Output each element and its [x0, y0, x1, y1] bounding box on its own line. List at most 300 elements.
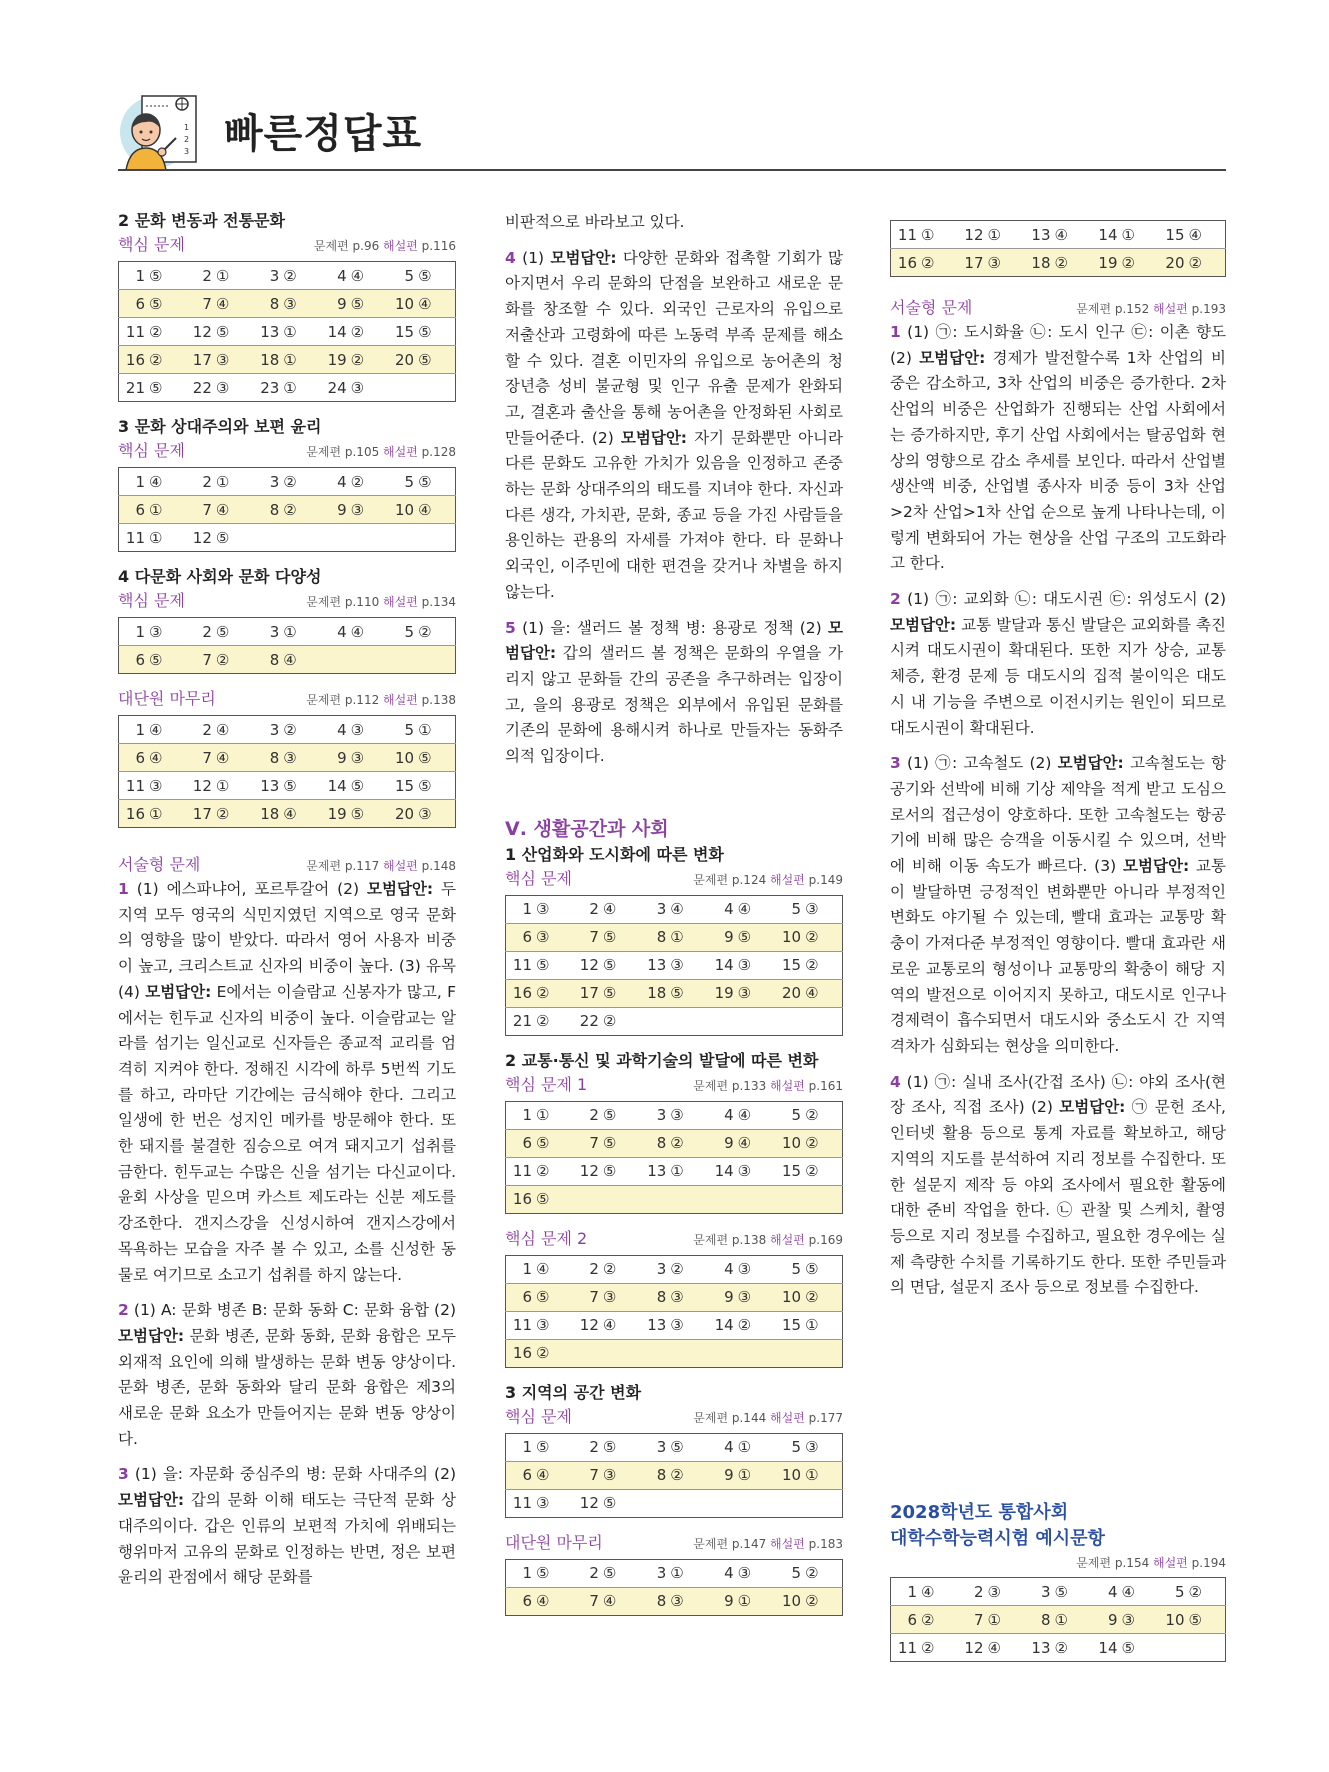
table-row — [506, 923, 843, 951]
answer-cell — [506, 1101, 573, 1129]
answer-cell — [321, 318, 388, 346]
answer-cell — [1092, 1578, 1159, 1606]
question-number: 12 — [579, 1162, 599, 1181]
answer-cell — [775, 951, 842, 979]
answer-value: ③ — [602, 1288, 617, 1307]
question-number: 15 — [394, 322, 415, 341]
answer-value: ③ — [215, 378, 230, 397]
answer-cell — [775, 1559, 842, 1587]
question-number: 2 — [589, 1260, 599, 1279]
answer-cell — [775, 979, 842, 1007]
question-number: 6 — [522, 928, 532, 947]
answer-cell — [186, 646, 253, 674]
answer-cell — [119, 524, 186, 552]
answer-cell — [253, 262, 320, 290]
answer-cell — [640, 1185, 707, 1213]
question-number: 5 — [791, 900, 802, 919]
subsection-header — [890, 297, 1226, 320]
answer-value: ② — [215, 650, 230, 669]
answer-cell — [1025, 221, 1092, 249]
question-number: 4 — [724, 900, 734, 919]
answer-value: ① — [215, 776, 230, 795]
answer-value: ④ — [602, 1316, 617, 1335]
table-row — [119, 646, 456, 674]
question-number: 4 — [724, 1260, 734, 1279]
answer-cell — [321, 290, 388, 318]
answer-value: ② — [215, 804, 230, 823]
answer-value: ② — [737, 1316, 752, 1335]
question-number: 10 — [394, 500, 415, 519]
answer-cell — [506, 895, 573, 923]
answer-cell — [119, 496, 186, 524]
page-reference: 문제편 p.138 해설편 p.169 — [693, 1232, 843, 1247]
answer-value: ⑤ — [215, 622, 230, 641]
answer-cell — [640, 1433, 707, 1461]
answer-value: ② — [670, 1260, 684, 1279]
table-row — [506, 1433, 843, 1461]
answer-cell — [708, 1185, 775, 1213]
answer-cell — [573, 1255, 640, 1283]
answer-value: ④ — [921, 1582, 935, 1601]
answer-cell — [321, 772, 388, 800]
answer-cell — [708, 979, 775, 1007]
answer-value: ⑤ — [602, 984, 617, 1003]
answer-value: ② — [149, 350, 163, 369]
answer-value: ③ — [670, 1288, 684, 1307]
answer-cell — [253, 744, 320, 772]
answer-cell — [1025, 1606, 1092, 1634]
question-number: 16 — [512, 1190, 532, 1209]
subsection-label: 핵심 문제 — [118, 591, 185, 610]
page-header — [118, 88, 1226, 170]
answer-cell — [708, 1587, 775, 1615]
subsection-header — [505, 1074, 843, 1097]
answer-paragraph-continued: 비판적으로 바라보고 있다. — [505, 213, 685, 231]
answer-value: ② — [283, 720, 297, 739]
answer-value: ④ — [283, 804, 297, 823]
answer-value: ④ — [215, 294, 230, 313]
section-title: 3 지역의 공간 변화 — [505, 1382, 642, 1402]
answer-value: ④ — [737, 1134, 752, 1153]
answer-cell — [1159, 1578, 1226, 1606]
subsection-label: 서술형 문제 — [890, 298, 973, 317]
question-number: 1 — [135, 622, 145, 641]
answer-value: ③ — [283, 294, 297, 313]
answer-cell — [775, 1157, 842, 1185]
question-number: 6 — [522, 1466, 532, 1485]
question-number: 11 — [897, 225, 917, 244]
subsection-label: 핵심 문제 1 — [505, 1074, 588, 1094]
subsection-header — [505, 1532, 843, 1555]
answer-cell — [775, 1587, 842, 1615]
answer-value: ① — [670, 928, 684, 947]
table-row — [119, 346, 456, 374]
question-number: 3 — [1040, 1582, 1051, 1601]
answer-table — [118, 261, 456, 402]
answer-value: ⑤ — [536, 1134, 550, 1153]
question-number: 18 — [647, 984, 667, 1003]
answer-cell — [573, 1129, 640, 1157]
answer-cell — [775, 1461, 842, 1489]
answer-cell — [640, 1489, 707, 1517]
answer-cell — [775, 1007, 842, 1035]
answer-cell — [640, 951, 707, 979]
answer-value: ① — [987, 225, 1001, 244]
answer-cell — [1025, 1634, 1092, 1662]
table-row — [506, 895, 843, 923]
question-number: 20 — [1165, 253, 1185, 272]
answer-cell — [506, 979, 573, 1007]
answer-value: ⑤ — [670, 1438, 684, 1457]
answer-cell — [506, 1339, 573, 1367]
question-number: 11 — [125, 776, 145, 795]
table-row — [119, 716, 456, 744]
question-number: 2 — [202, 472, 212, 491]
question-number: 7 — [589, 928, 599, 947]
question-number: 12 — [579, 1316, 599, 1335]
answer-value: ④ — [737, 1106, 752, 1125]
answer-value: ① — [283, 322, 297, 341]
question-number: 6 — [907, 1610, 917, 1629]
answer-value: ④ — [350, 266, 365, 285]
table-row — [891, 1578, 1226, 1606]
answer-value: ⑤ — [149, 294, 163, 313]
question-number: 3 — [656, 900, 667, 919]
question-number: 14 — [714, 956, 734, 975]
question-number: 4 — [724, 1564, 734, 1583]
question-number: 2 — [202, 622, 212, 641]
answer-cell — [119, 374, 186, 402]
question-number: 8 — [656, 928, 667, 947]
question-number: 14 — [327, 322, 347, 341]
question-number: 3 — [269, 266, 280, 285]
answer-cell — [119, 800, 186, 828]
table-row — [506, 1129, 843, 1157]
answer-value: ⑤ — [602, 1438, 617, 1457]
answer-value: ① — [670, 1564, 684, 1583]
answer-cell — [1159, 221, 1226, 249]
answer-value: ① — [149, 528, 163, 547]
answer-value: ③ — [149, 776, 163, 795]
answer-value: ② — [805, 1106, 819, 1125]
answer-cell — [958, 221, 1025, 249]
answer-value: ③ — [987, 1582, 1001, 1601]
answer-paragraph: 5 (1) 을: 샐러드 볼 정책 병: 용광로 정책 (2) 모범답안: 갑의 샐러드 볼 정책은 문화의 우열을 가리지 않고 문화들 간의 공존을 추구하려는 입장이고, 을의 용광로 정책은 외부에서 유입된 문화를 기존의 문화에 용해시켜 하나로 만들자는 동화주의적 입장이다. — [505, 618, 843, 766]
answer-value: ⑤ — [418, 472, 432, 491]
question-number: 14 — [327, 776, 347, 795]
question-number: 13 — [1031, 1638, 1051, 1657]
question-number: 5 — [791, 1260, 802, 1279]
question-number: 3 — [656, 1564, 667, 1583]
answer-value: ④ — [536, 1466, 550, 1485]
answer-value: ③ — [350, 720, 365, 739]
question-number: 10 — [394, 294, 415, 313]
question-number: 11 — [125, 528, 145, 547]
answer-cell — [775, 923, 842, 951]
answer-value: ③ — [987, 253, 1001, 272]
exam-section — [890, 1500, 1226, 1672]
answer-value: ② — [536, 984, 550, 1003]
question-number: 10 — [781, 1288, 802, 1307]
answer-cell — [388, 290, 455, 318]
question-number: 11 — [897, 1638, 917, 1657]
answer-value: ③ — [670, 1106, 684, 1125]
question-number: 16 — [512, 1344, 532, 1363]
answer-value: ② — [921, 253, 935, 272]
answer-value: ④ — [149, 720, 163, 739]
table-row — [119, 618, 456, 646]
question-number: 7 — [589, 1466, 599, 1485]
question-number: 11 — [512, 1162, 532, 1181]
question-number: 7 — [202, 294, 212, 313]
answer-cell — [186, 318, 253, 346]
answer-value: ④ — [1121, 1582, 1135, 1601]
answer-cell — [321, 524, 388, 552]
answer-cell — [573, 1185, 640, 1213]
answer-value: ① — [149, 804, 163, 823]
question-number: 4 — [337, 720, 347, 739]
table-row — [119, 262, 456, 290]
question-number: 5 — [791, 1438, 802, 1457]
exam-title-line-2: 대학수학능력시험 예시문항 — [890, 1528, 1105, 1549]
question-number: 5 — [404, 472, 415, 491]
question-number: 24 — [327, 378, 347, 397]
table-row — [119, 468, 456, 496]
answer-value: ⑤ — [283, 776, 297, 795]
page-reference: 문제편 p.105 해설편 p.128 — [306, 445, 456, 459]
answer-value: ③ — [602, 1466, 617, 1485]
answer-cell — [573, 895, 640, 923]
answer-table — [890, 220, 1226, 277]
answer-value: ① — [149, 500, 163, 519]
question-number: 7 — [202, 650, 212, 669]
answer-value: ① — [670, 1162, 684, 1181]
question-number: 1 — [522, 1260, 532, 1279]
answer-value: ① — [215, 472, 230, 491]
question-number: 17 — [579, 984, 599, 1003]
answer-cell — [708, 1339, 775, 1367]
section-title: 1 산업화와 도시화에 따른 변화 — [505, 844, 724, 864]
answer-cell — [775, 1283, 842, 1311]
answer-value: ① — [1121, 225, 1135, 244]
question-number: 11 — [512, 1316, 532, 1335]
answer-value: ⑤ — [1054, 1582, 1068, 1601]
page-reference: 문제편 p.112 해설편 p.138 — [306, 693, 456, 707]
question-number: 19 — [327, 804, 347, 823]
table-row — [119, 496, 456, 524]
question-number: 13 — [647, 1162, 667, 1181]
answer-value: ⑤ — [149, 266, 163, 285]
answer-value: ④ — [536, 1260, 550, 1279]
answer-cell — [119, 262, 186, 290]
answer-cell — [119, 772, 186, 800]
answer-cell — [640, 979, 707, 1007]
subsection-label: 서술형 문제 — [118, 855, 201, 874]
page-reference: 문제편 p.152 해설편 p.193 — [1076, 302, 1226, 316]
answer-value: ⑤ — [602, 1106, 617, 1125]
answer-value: ② — [805, 1288, 819, 1307]
answer-value: ① — [536, 1106, 550, 1125]
answer-cell — [708, 1157, 775, 1185]
table-row — [891, 221, 1226, 249]
table-row — [119, 744, 456, 772]
answer-cell — [253, 290, 320, 318]
answer-value: ④ — [418, 500, 432, 519]
answer-value: ⑤ — [536, 1438, 550, 1457]
answer-cell — [321, 716, 388, 744]
answer-cell — [388, 318, 455, 346]
question-number: 15 — [1165, 225, 1185, 244]
answer-cell — [186, 290, 253, 318]
table-row — [119, 800, 456, 828]
answer-cell — [388, 496, 455, 524]
question-number: 10 — [781, 1466, 802, 1485]
answer-cell — [506, 923, 573, 951]
answer-value: ① — [805, 1466, 819, 1485]
answer-cell — [708, 1255, 775, 1283]
table-row — [119, 374, 456, 402]
answer-value: ① — [418, 720, 432, 739]
answer-cell — [708, 1433, 775, 1461]
answer-value: ② — [921, 1610, 935, 1629]
answer-value: ② — [805, 1564, 819, 1583]
question-number: 13 — [260, 322, 280, 341]
subsection-label: 대단원 마무리 — [505, 1532, 603, 1552]
question-number: 6 — [135, 500, 145, 519]
answer-value: ⑤ — [1121, 1638, 1135, 1657]
answer-cell — [640, 1101, 707, 1129]
answer-cell — [119, 346, 186, 374]
answer-value: ③ — [350, 500, 365, 519]
answer-cell — [708, 895, 775, 923]
answer-cell — [640, 1255, 707, 1283]
question-number: 15 — [394, 776, 415, 795]
answer-cell — [506, 1157, 573, 1185]
table-row — [119, 772, 456, 800]
answer-value: ① — [921, 225, 935, 244]
question-number: 10 — [781, 1592, 802, 1611]
unit-title: Ⅴ. 생활공간과 사회 — [505, 817, 669, 840]
answer-cell — [1092, 249, 1159, 277]
question-number: 5 — [404, 622, 415, 641]
question-number: 5 — [791, 1564, 802, 1583]
answer-cell — [119, 318, 186, 346]
answer-value: ④ — [1188, 225, 1202, 244]
answer-value: ② — [536, 1162, 550, 1181]
answer-cell — [253, 800, 320, 828]
answer-cell — [640, 923, 707, 951]
question-number: 3 — [656, 1260, 667, 1279]
question-number: 9 — [724, 1466, 734, 1485]
answer-value: ④ — [350, 622, 365, 641]
column-1 — [118, 210, 456, 1591]
answer-value: ③ — [536, 928, 550, 947]
answer-value: ⑤ — [536, 1190, 550, 1209]
answer-cell — [119, 290, 186, 318]
answer-value: ③ — [670, 1316, 684, 1335]
answer-cell — [388, 772, 455, 800]
question-number: 12 — [964, 1638, 984, 1657]
question-number: 1 — [907, 1582, 917, 1601]
answer-cell — [640, 1461, 707, 1489]
answer-cell — [506, 951, 573, 979]
answer-value: ① — [215, 266, 230, 285]
subsection-label: 핵심 문제 — [505, 868, 572, 888]
answer-value: ③ — [536, 900, 550, 919]
answer-cell — [186, 744, 253, 772]
answer-cell — [388, 346, 455, 374]
answer-value: ③ — [737, 1564, 752, 1583]
answer-value: ③ — [737, 984, 752, 1003]
answer-value: ⑤ — [418, 748, 432, 767]
answer-cell — [506, 1255, 573, 1283]
page-reference: 문제편 p.133 해설편 p.161 — [693, 1078, 843, 1093]
section-title: 2 교통·통신 및 과학기술의 발달에 따른 변화 — [505, 1050, 819, 1070]
page-reference: 문제편 p.110 해설편 p.134 — [306, 595, 456, 609]
answer-value: ② — [805, 1592, 819, 1611]
subsection-header — [118, 234, 456, 257]
answer-cell — [891, 1606, 958, 1634]
subsection-header — [505, 868, 843, 891]
answer-cell — [253, 468, 320, 496]
question-number: 6 — [522, 1288, 532, 1307]
answer-cell — [506, 1129, 573, 1157]
answer-cell — [708, 1283, 775, 1311]
answer-value: ③ — [283, 748, 297, 767]
answer-value: ④ — [149, 472, 163, 491]
answer-value: ② — [602, 1012, 617, 1031]
question-number: 12 — [192, 776, 212, 795]
table-row — [506, 1461, 843, 1489]
answer-cell — [506, 1559, 573, 1587]
question-number: 8 — [656, 1466, 667, 1485]
answer-value: ② — [536, 1344, 550, 1363]
answer-cell — [186, 374, 253, 402]
answer-value: ③ — [737, 1288, 752, 1307]
section-title: 2 문화 변동과 전통문화 — [118, 211, 285, 230]
answer-value: ② — [536, 1012, 550, 1031]
question-number: 9 — [724, 1134, 734, 1153]
question-number: 2 — [202, 266, 212, 285]
answer-value: ③ — [536, 1494, 550, 1513]
answer-value: ⑤ — [805, 1260, 819, 1279]
column-2 — [505, 210, 843, 1626]
question-number: 7 — [589, 1592, 599, 1611]
answer-cell — [708, 1559, 775, 1587]
answer-cell — [506, 1311, 573, 1339]
logo-digit: 1 — [184, 123, 190, 132]
question-number: 1 — [522, 900, 532, 919]
table-row — [506, 1283, 843, 1311]
question-number: 19 — [714, 984, 734, 1003]
answer-table — [505, 1559, 843, 1616]
question-number: 8 — [656, 1288, 667, 1307]
answer-cell — [775, 1129, 842, 1157]
answer-value: ② — [1054, 1638, 1068, 1657]
answer-value: ⑤ — [602, 1162, 617, 1181]
answer-value: ④ — [805, 984, 819, 1003]
question-number: 11 — [125, 322, 145, 341]
answer-value: ② — [283, 500, 297, 519]
answer-cell — [958, 1578, 1025, 1606]
answer-value: ② — [1054, 253, 1068, 272]
answer-value: ⑤ — [215, 528, 230, 547]
answer-paragraph: 3 (1) 을: 자문화 중심주의 병: 문화 사대주의 (2) 모범답안: 갑의 문화 이해 태도는 극단적 문화 상대주의이다. 갑은 인류의 보편적 가치에 위배되는 행위마저 고유의 문화로 인정하는 반면, 정은 보편 윤리의 관점에서 해당 문화를 — [118, 1465, 456, 1587]
question-number: 12 — [579, 956, 599, 975]
answer-cell — [388, 374, 455, 402]
question-number: 5 — [791, 1106, 802, 1125]
subsection-header — [118, 688, 456, 711]
